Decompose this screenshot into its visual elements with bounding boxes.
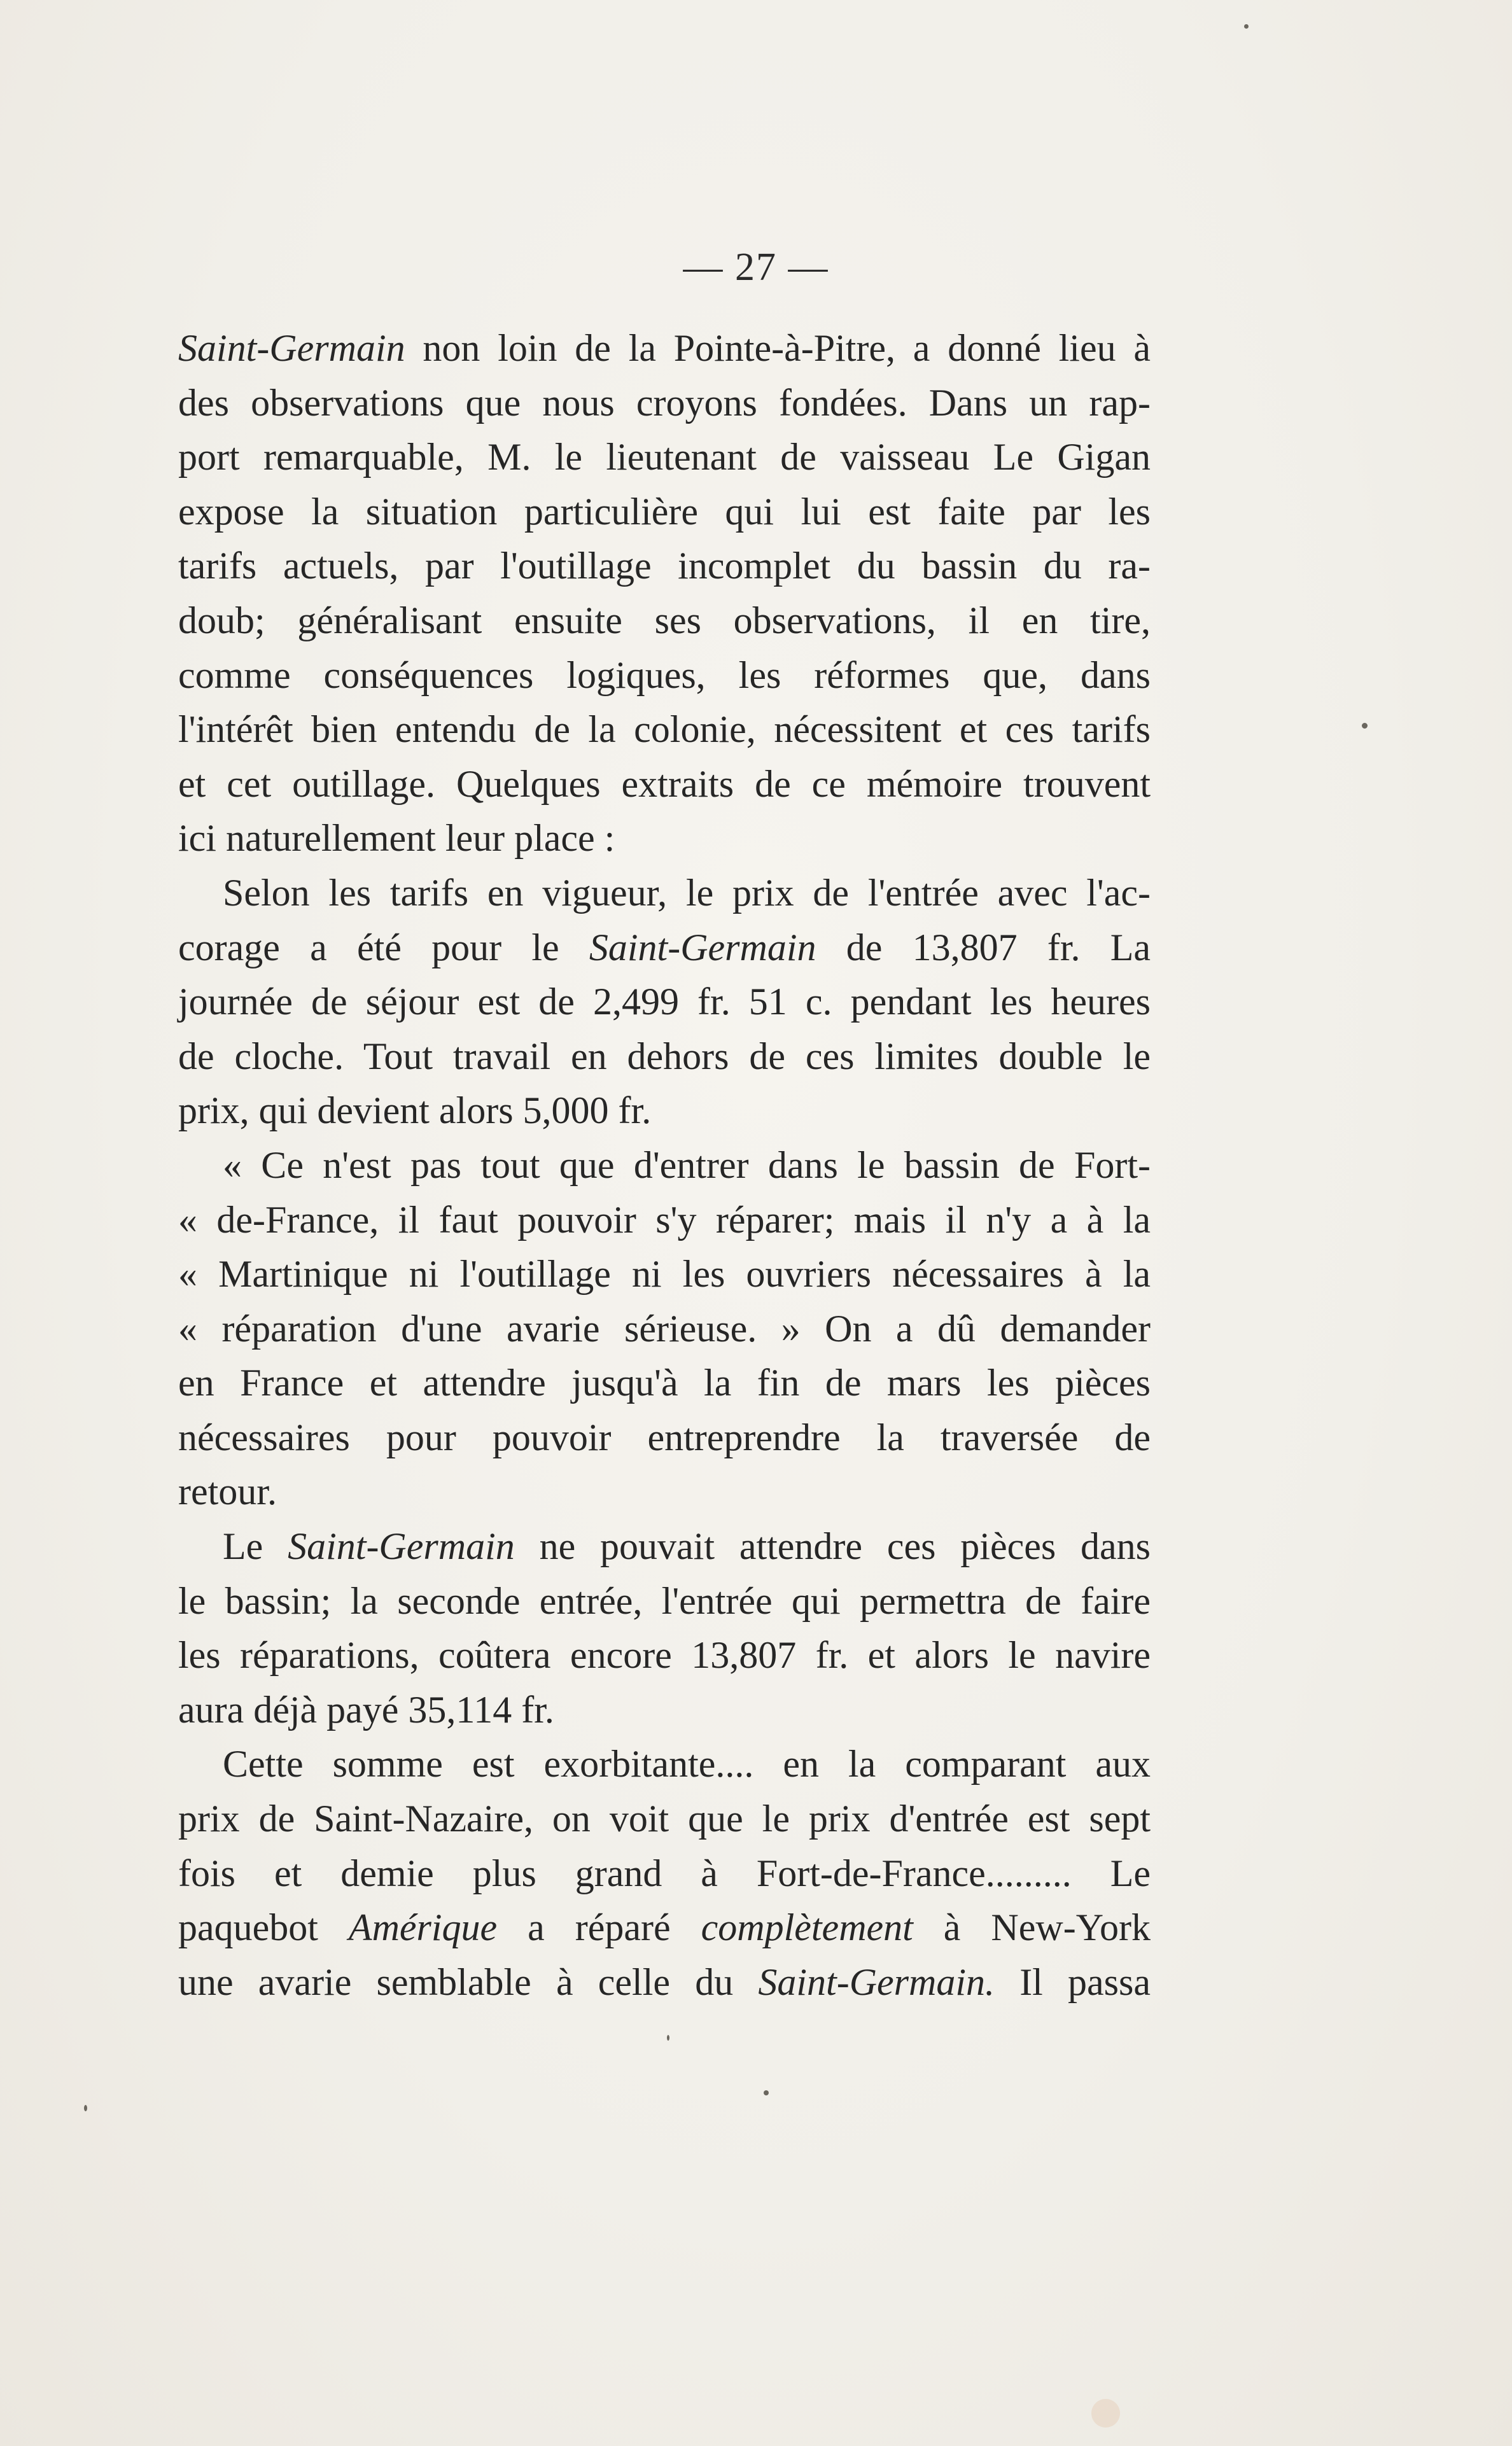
- text-segment: expose la situation particulière qui lui est faite par les: [178, 490, 1151, 533]
- text-segment: à New-York: [913, 1906, 1151, 1949]
- text-line: [178, 1901, 1151, 1955]
- text-line: [178, 1847, 1151, 1901]
- text-segment: journée de séjour est de 2,499 fr. 51 c. pendant les heures: [178, 981, 1151, 1023]
- text-line: [178, 1030, 1151, 1084]
- text-line: [178, 921, 1151, 975]
- text-segment: ici naturellement leur place :: [178, 817, 615, 860]
- text-line: [178, 321, 1151, 376]
- text-segment: fois et demie plus grand à Fort-de-France......... Le: [178, 1852, 1151, 1894]
- text-segment: port remarquable, M. le lieutenant de vaisseau Le Gigan: [178, 436, 1151, 479]
- text-segment: Cette somme est exorbitante.... en la comparant aux: [223, 1743, 1151, 1786]
- text-segment: Le: [223, 1525, 288, 1568]
- paper-stain: [1091, 2399, 1120, 2428]
- text-line: [178, 430, 1151, 485]
- text-line: [178, 1411, 1151, 1465]
- text-line: [178, 1737, 1151, 1792]
- text-line: [178, 811, 1151, 866]
- text-segment: retour.: [178, 1471, 277, 1513]
- text-segment: les réparations, coûtera encore 13,807 fr. et alors le navire: [178, 1634, 1151, 1677]
- text-segment: tarifs actuels, par l'outillage incomplet du bassin du ra-: [178, 545, 1151, 587]
- text-segment: et cet outillage. Quelques extraits de ce mémoire trouvent: [178, 762, 1151, 805]
- text-segment: l'intérêt bien entendu de la colonie, nécessitent et ces tarifs: [178, 708, 1151, 751]
- text-line: [178, 376, 1151, 431]
- text-segment: prix de Saint-Nazaire, on voit que le prix d'entrée est sept: [178, 1798, 1151, 1840]
- text-segment: de 13,807 fr. La: [816, 926, 1151, 968]
- text-segment: corage a été pour le: [178, 926, 589, 968]
- text-segment: non loin de la Pointe-à-Pitre, a donné lieu à: [405, 327, 1151, 369]
- text-line: [178, 594, 1151, 648]
- text-segment: ne pouvait attendre ces pièces dans: [514, 1525, 1151, 1568]
- text-line: [178, 866, 1151, 921]
- paper-speck: [764, 2090, 769, 2095]
- text-line: [178, 1247, 1151, 1302]
- text-line: [178, 539, 1151, 594]
- text-segment: de cloche. Tout travail en dehors de ces limites double le: [178, 1035, 1151, 1077]
- text-line: [178, 1955, 1151, 2010]
- text-segment: doub; généralisant ensuite ses observations, il en tire,: [178, 599, 1151, 641]
- italic-text: Saint-Germain: [288, 1525, 515, 1568]
- text-segment: « réparation d'une avarie sérieuse. » On a dû demander: [178, 1307, 1151, 1350]
- text-segment: comme conséquences logiques, les réformes que, dans: [178, 653, 1151, 696]
- text-segment: en France et attendre jusqu'à la fin de mars les pièces: [178, 1362, 1151, 1404]
- body-text: [178, 321, 1151, 2009]
- text-line: [178, 1683, 1151, 1738]
- text-line: [178, 1792, 1151, 1847]
- paper-speck: [667, 2035, 669, 2041]
- text-segment: une avarie semblable à celle du: [178, 1960, 759, 2003]
- paper-speck: [1244, 24, 1249, 29]
- italic-text: Saint-Germain.: [758, 1960, 995, 2003]
- text-segment: « de-France, il faut pouvoir s'y réparer; mais il n'y a à la: [178, 1198, 1151, 1241]
- text-line: [178, 1193, 1151, 1248]
- paper-speck: [84, 2105, 87, 2111]
- text-line: [178, 975, 1151, 1030]
- text-segment: Il passa: [995, 1960, 1151, 2003]
- paper-speck: [1362, 723, 1368, 729]
- text-segment: paquebot: [178, 1906, 349, 1949]
- text-line: [178, 1465, 1151, 1520]
- italic-text: complètement: [701, 1906, 913, 1949]
- text-line: [178, 702, 1151, 757]
- text-line: [178, 1520, 1151, 1574]
- text-segment: le bassin; la seconde entrée, l'entrée qui permettra de faire: [178, 1579, 1151, 1622]
- text-segment: aura déjà payé 35,114 fr.: [178, 1688, 554, 1731]
- text-line: [178, 485, 1151, 540]
- text-segment: prix, qui devient alors 5,000 fr.: [178, 1089, 652, 1132]
- text-segment: des observations que nous croyons fondées. Dans un rap-: [178, 381, 1151, 424]
- text-line: [178, 757, 1151, 812]
- text-line: [178, 1302, 1151, 1357]
- italic-text: Saint-Germain: [589, 926, 816, 968]
- text-segment: a réparé: [497, 1906, 701, 1949]
- text-line: [178, 1084, 1151, 1138]
- text-segment: Selon les tarifs en vigueur, le prix de l'entrée avec l'ac-: [223, 871, 1151, 914]
- text-segment: nécessaires pour pouvoir entreprendre la traversée de: [178, 1416, 1151, 1458]
- text-segment: « Martinique ni l'outillage ni les ouvriers nécessaires à la: [178, 1253, 1151, 1296]
- italic-text: Amérique: [348, 1906, 498, 1949]
- text-line: [178, 1356, 1151, 1411]
- text-line: [178, 648, 1151, 703]
- text-segment: « Ce n'est pas tout que d'entrer dans le bassin de Fort-: [223, 1143, 1151, 1186]
- italic-text: Saint-Germain: [178, 327, 405, 369]
- text-line: [178, 1138, 1151, 1193]
- page-number: — 27 —: [683, 246, 829, 289]
- text-line: [178, 1628, 1151, 1683]
- text-line: [178, 1574, 1151, 1629]
